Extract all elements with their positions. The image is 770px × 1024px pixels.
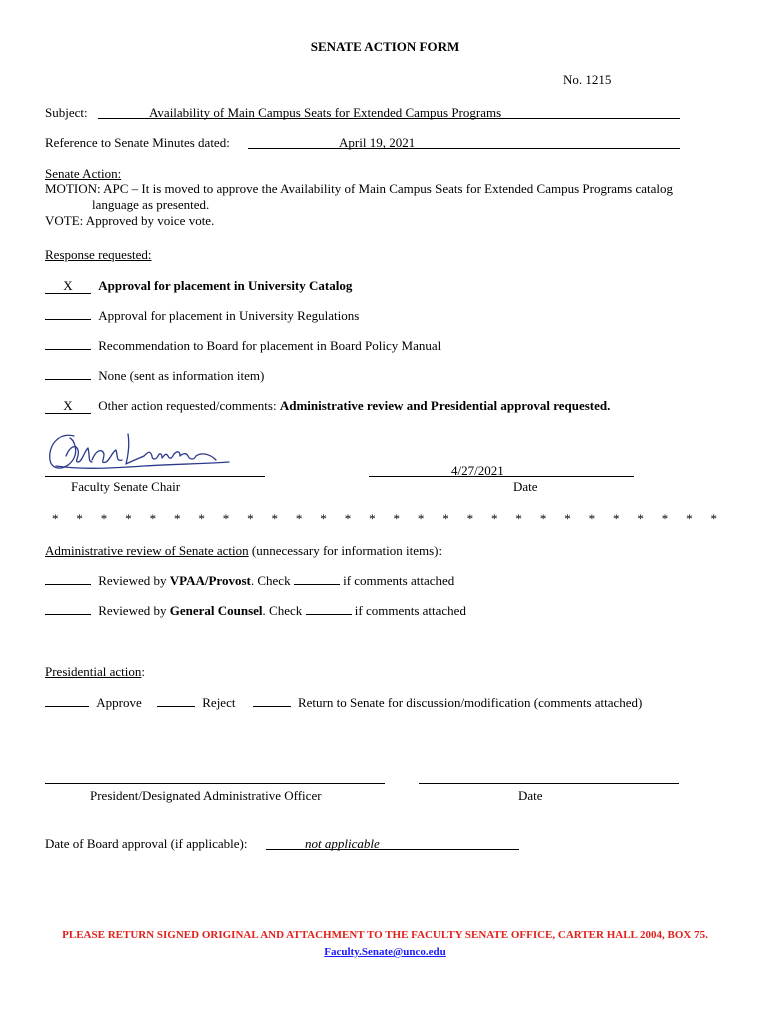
- checkbox-none[interactable]: [45, 368, 91, 380]
- presidential-heading: Presidential action:: [45, 664, 146, 679]
- vote-line: VOTE: Approved by voice vote.: [45, 213, 215, 228]
- form-title: SENATE ACTION FORM: [310, 39, 460, 54]
- separator-star: *: [637, 511, 644, 526]
- separator-star: *: [466, 511, 474, 526]
- separator-star: *: [588, 511, 596, 526]
- separator-star: *: [442, 511, 449, 526]
- president-signature-line[interactable]: [45, 783, 385, 784]
- approve-label: Approve: [96, 695, 142, 710]
- board-approval-label: Date of Board approval (if applicable):: [45, 836, 248, 851]
- president-date-line[interactable]: [419, 783, 679, 784]
- response-item-label: Approval for placement in University Regulations: [98, 308, 360, 323]
- separator-star: *: [295, 511, 303, 526]
- provost-comments-check[interactable]: [294, 573, 340, 585]
- checkbox-catalog[interactable]: X: [45, 279, 91, 294]
- separator-star: *: [539, 511, 547, 526]
- counsel-review-field[interactable]: [45, 603, 91, 615]
- response-item-label: None (sent as information item): [98, 368, 265, 383]
- response-item-other: [45, 398, 610, 414]
- separator-star: *: [393, 511, 400, 526]
- separator-star: *: [271, 511, 279, 526]
- response-item-board: [45, 338, 441, 354]
- response-item-label: Recommendation to Board for placement in Board Policy Manual: [98, 338, 442, 353]
- senate-email-link[interactable]: Faculty.Senate@unco.edu: [324, 946, 446, 958]
- chair-date-value: 4/27/2021: [451, 463, 504, 478]
- checkbox-other[interactable]: X: [45, 399, 91, 414]
- separator-star: *: [173, 511, 181, 526]
- reject-label: Reject: [202, 695, 236, 710]
- separator-star: *: [417, 511, 425, 526]
- return-label: Return to Senate for discussion/modification (comments attached): [297, 695, 643, 710]
- president-label: President/Designated Administrative Officer: [90, 788, 322, 803]
- separator-star: *: [612, 511, 620, 526]
- separator-star: *: [491, 511, 498, 526]
- reference-date: April 19, 2021: [339, 135, 416, 150]
- separator-star: *: [52, 511, 59, 526]
- separator-star: *: [247, 511, 254, 526]
- checkbox-regulations[interactable]: [45, 308, 91, 320]
- board-approval-underline: [266, 849, 519, 850]
- reference-label: Reference to Senate Minutes dated:: [45, 135, 230, 150]
- separator-star: *: [686, 511, 693, 526]
- separator-star: *: [564, 511, 571, 526]
- separator-star: *: [222, 511, 230, 526]
- admin-review-counsel: Reviewed by General Counsel. Check if comments attached: [45, 603, 466, 619]
- separator-star: *: [100, 511, 108, 526]
- subject-label: Subject:: [45, 105, 88, 120]
- separator-star: *: [369, 511, 376, 526]
- separator-star: *: [710, 511, 718, 526]
- separator-star: *: [76, 511, 83, 526]
- separator-star: *: [149, 511, 157, 526]
- response-item-catalog: [45, 278, 352, 294]
- response-item-label: Other action requested/comments:: [98, 398, 277, 413]
- chair-signature: [44, 426, 234, 476]
- counsel-comments-check[interactable]: [306, 603, 352, 615]
- chair-signature-line: [45, 476, 265, 477]
- response-heading: Response requested:: [45, 247, 152, 262]
- presidential-options: [45, 695, 642, 711]
- checkbox-board[interactable]: [45, 338, 91, 350]
- return-field[interactable]: [253, 695, 291, 707]
- board-approval-value: not applicable: [305, 836, 380, 851]
- provost-review-field[interactable]: [45, 573, 91, 585]
- response-item-none: [45, 368, 264, 384]
- separator-star: *: [125, 511, 132, 526]
- senate-email-wrap: [0, 943, 770, 959]
- separator-star: *: [320, 511, 327, 526]
- senate-action-heading: Senate Action:: [45, 166, 122, 181]
- form-number: No. 1215: [563, 72, 612, 87]
- chair-date-label: Date: [513, 479, 538, 494]
- reject-field[interactable]: [157, 695, 195, 707]
- approve-field[interactable]: [45, 695, 89, 707]
- separator-star: *: [661, 511, 669, 526]
- star-separator: [52, 511, 735, 527]
- separator-star: *: [515, 511, 522, 526]
- admin-review-provost: Reviewed by VPAA/Provost. Check if comments attached: [45, 573, 454, 589]
- motion-line-2: language as presented.: [92, 197, 210, 212]
- separator-star: *: [198, 511, 205, 526]
- response-item-label: Approval for placement in University Catalog: [98, 278, 353, 293]
- chair-label: Faculty Senate Chair: [71, 479, 181, 494]
- subject-value: Availability of Main Campus Seats for Extended Campus Programs: [149, 105, 502, 120]
- return-notice: PLEASE RETURN SIGNED ORIGINAL AND ATTACHMENT TO THE FACULTY SENATE OFFICE, CARTER HALL 2004, BOX 75.: [62, 929, 708, 941]
- separator-star: *: [344, 511, 352, 526]
- reference-underline: [248, 148, 680, 149]
- motion-line-1: MOTION: APC – It is moved to approve the Availability of Main Campus Seats for Extended Campus Programs catalog: [45, 181, 673, 196]
- president-date-label: Date: [518, 788, 543, 803]
- admin-review-heading: Administrative review of Senate action (unnecessary for information items):: [45, 543, 443, 558]
- response-item-regulations: [45, 308, 359, 324]
- response-item-comment: Administrative review and Presidential approval requested.: [279, 398, 611, 413]
